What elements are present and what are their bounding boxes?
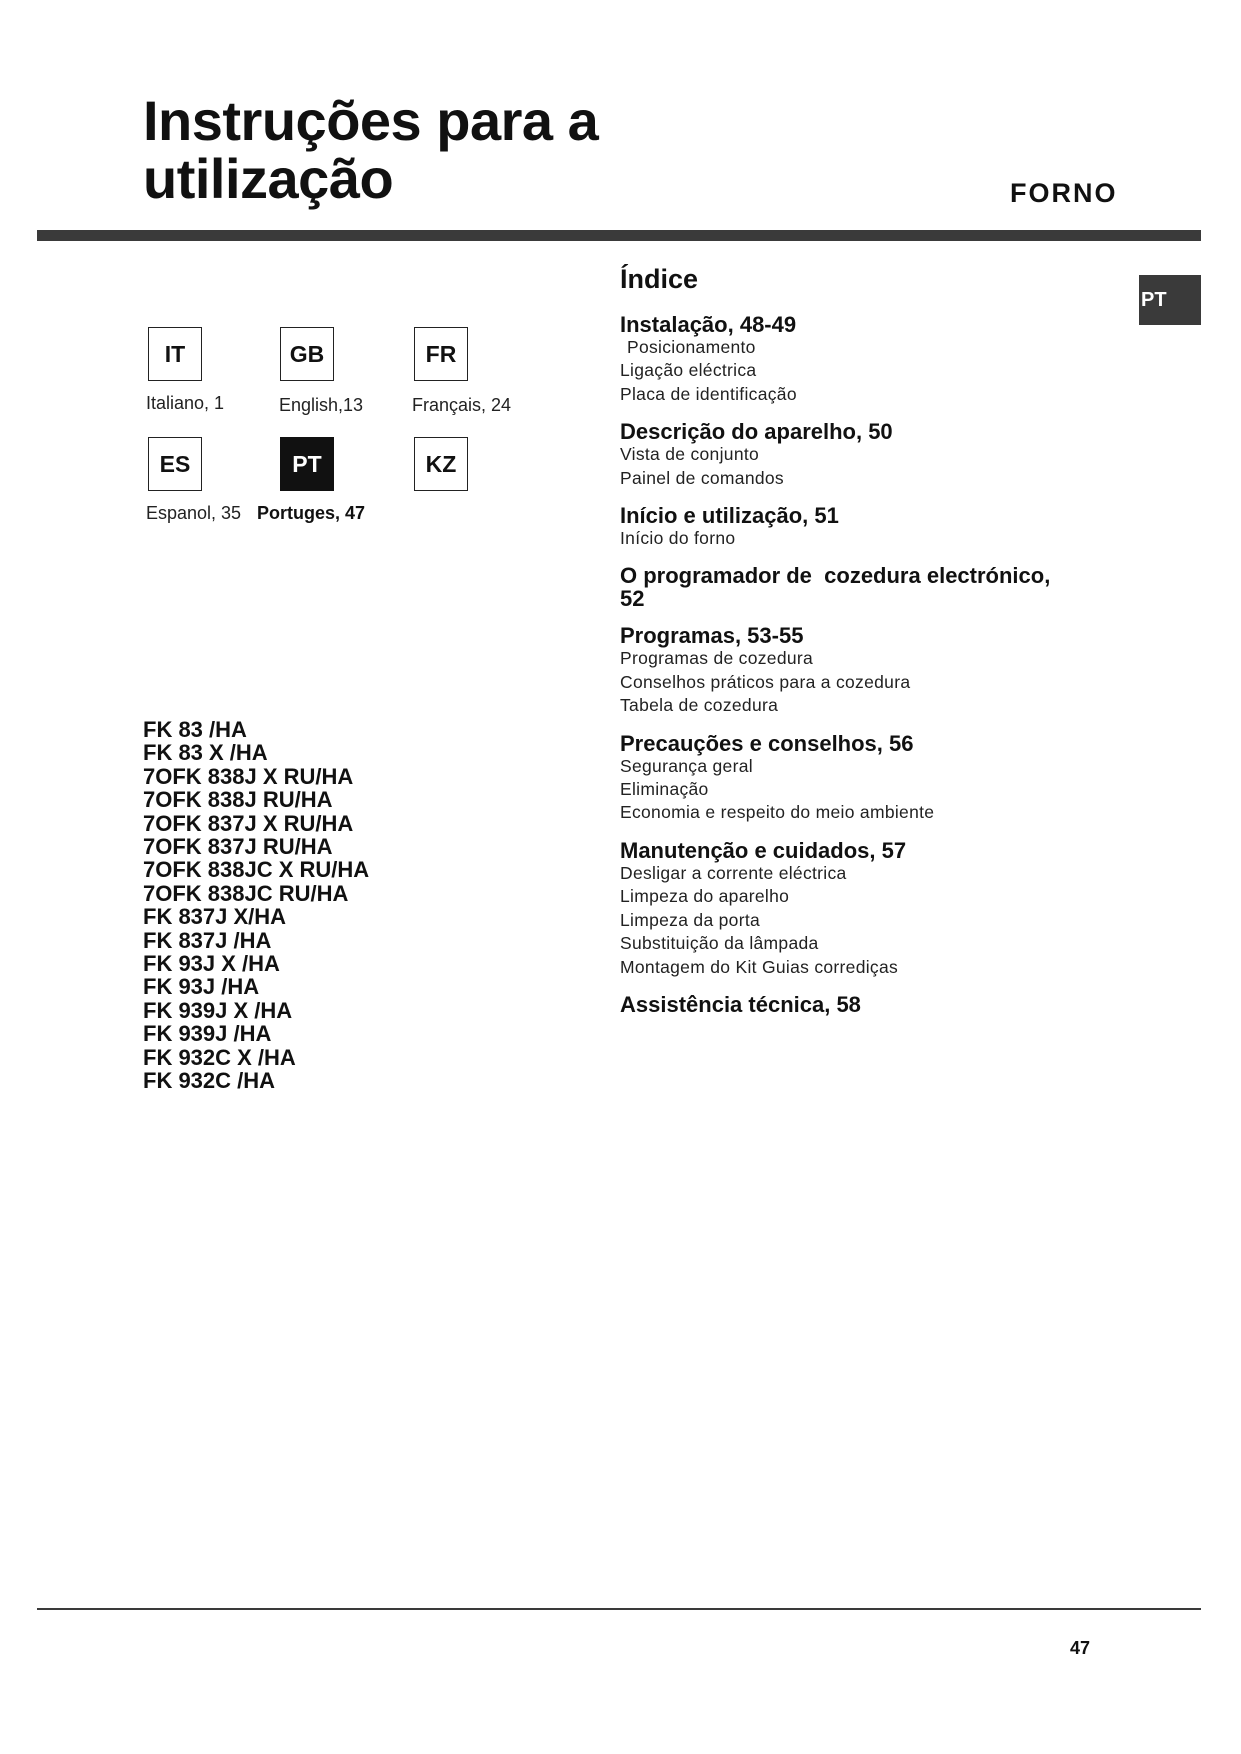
toc-item: Limpeza do aparelho (620, 886, 790, 907)
toc-item: Eliminação (620, 779, 709, 800)
toc-item: Programas de cozedura (620, 648, 814, 669)
toc-item: Placa de identificação (620, 383, 797, 404)
model-item: 7OFK 838J X RU/HA (143, 763, 354, 789)
toc-item: Início do forno (620, 528, 736, 549)
toc-section-description (620, 420, 1120, 490)
product-label: FORNO (1010, 178, 1118, 208)
toc-item: Posicionamento (627, 337, 756, 357)
toc-item: Ligação eléctrica (620, 360, 757, 381)
table-of-contents (620, 263, 1120, 1030)
lang-label-pt: Portuges, 47 (257, 503, 366, 523)
toc-item: Substituição da lâmpada (620, 933, 819, 954)
model-item: 7OFK 838JC RU/HA (143, 880, 349, 906)
toc-section-title: Descrição do aparelho, 50 (620, 419, 893, 445)
toc-item: Limpeza da porta (620, 909, 761, 930)
title-line-2: utilização (143, 147, 394, 210)
title-line-1: Instruções para a (143, 89, 599, 152)
lang-box-es: ES (148, 437, 202, 491)
model-item: FK 837J /HA (143, 927, 272, 953)
toc-item: Economia e respeito do meio ambiente (620, 802, 935, 823)
model-item: FK 939J /HA (143, 1021, 272, 1047)
model-item: 7OFK 838JC X RU/HA (143, 857, 370, 883)
toc-section-programmer (620, 564, 1120, 610)
model-item: 7OFK 837J RU/HA (143, 834, 333, 860)
lang-label-gb: English,13 (279, 395, 364, 415)
toc-section-title: Precauções e conselhos, 56 (620, 730, 914, 756)
toc-section-maintenance (620, 839, 1120, 979)
lang-box-gb: GB (280, 327, 334, 381)
lang-label-es: Espanol, 35 (146, 503, 242, 523)
toc-heading: Índice (620, 264, 699, 294)
model-item: FK 93J /HA (143, 974, 260, 1000)
model-list (143, 718, 369, 1093)
lang-label-fr: Français, 24 (412, 395, 512, 415)
toc-item: Painel de comandos (620, 467, 784, 488)
toc-item: Vista de conjunto (620, 444, 760, 465)
lang-box-fr: FR (414, 327, 468, 381)
toc-item: Segurança geral (620, 755, 753, 776)
model-item: 7OFK 838J RU/HA (143, 787, 333, 813)
document-title (143, 89, 599, 210)
toc-item: Conselhos práticos para a cozedura (620, 671, 911, 692)
toc-item: Montagem do Kit Guias corrediças (620, 956, 899, 977)
language-tab: PT (1139, 275, 1201, 325)
lang-box-it: IT (148, 327, 202, 381)
model-item: FK 93J X /HA (143, 951, 280, 977)
toc-section-title-line-1: O programador de cozedura electrónico, (620, 563, 1051, 589)
page-number: 47 (1070, 1638, 1091, 1658)
toc-section-installation (620, 313, 1120, 406)
model-item: FK 932C X /HA (143, 1044, 296, 1070)
toc-item: Desligar a corrente eléctrica (620, 862, 847, 883)
toc-section-title: Início e utilização, 51 (620, 503, 839, 529)
lang-box-pt: PT (280, 437, 334, 491)
toc-section-programs (620, 624, 1120, 717)
toc-section-title-line-2: 52 (620, 586, 645, 612)
toc-section-title: Instalação, 48-49 (620, 312, 797, 337)
toc-section-title: Assistência técnica, 58 (620, 991, 861, 1017)
lang-label-it: Italiano, 1 (146, 393, 225, 413)
model-item: FK 932C /HA (143, 1068, 276, 1094)
footer-divider (37, 1608, 1201, 1610)
model-item: FK 939J X /HA (143, 997, 293, 1023)
toc-section-title: Manutenção e cuidados, 57 (620, 837, 907, 863)
model-item: FK 83 X /HA (143, 740, 268, 766)
toc-section-precautions (620, 732, 1120, 825)
toc-item: Tabela de cozedura (620, 695, 779, 716)
lang-box-kz: KZ (414, 437, 468, 491)
model-item: FK 837J X/HA (143, 904, 287, 930)
model-item: 7OFK 837J X RU/HA (143, 810, 354, 836)
toc-section-start (620, 504, 1120, 550)
model-item: FK 83 /HA (143, 717, 247, 742)
header-divider (37, 230, 1201, 241)
toc-section-title: Programas, 53-55 (620, 623, 804, 649)
toc-section-assistance (620, 993, 1120, 1016)
